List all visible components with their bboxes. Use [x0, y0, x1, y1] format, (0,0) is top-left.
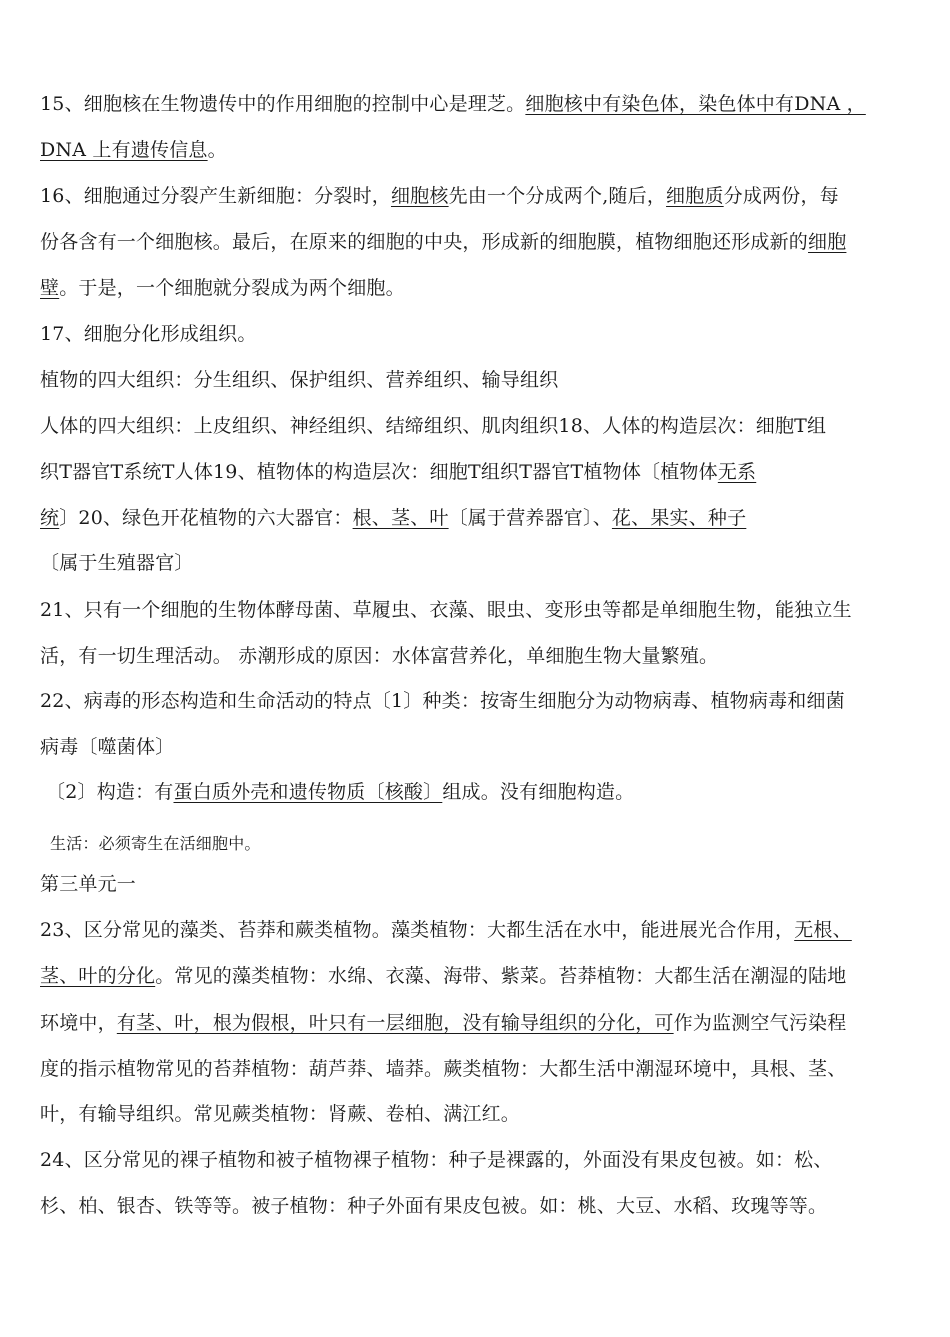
text-line	[40, 689, 920, 713]
text-segment: 先由一个分成两个,随后，	[448, 185, 667, 207]
text-line	[40, 138, 920, 162]
text-segment: 〕20、绿色开花植物的六大器官：	[59, 507, 353, 529]
text-segment: 。常见的藻类植物：水绵、衣藻、海带、紫菜。苔莽植物：大都生活在潮湿的陆地	[155, 965, 847, 987]
text-line	[50, 832, 930, 856]
text-segment: 叶，有输导组织。常见蕨类植物：肾蕨、卷柏、满江红。	[40, 1103, 521, 1125]
text-segment: 活，有一切生理活动。 赤潮形成的原因：水体富营养化，单细胞生物大量繁殖。	[40, 645, 719, 667]
underlined-answer: 细胞质	[666, 185, 724, 207]
underlined-answer: 无系	[717, 461, 757, 483]
text-segment: 第三单元一	[40, 873, 137, 895]
text-segment: 17、细胞分化形成组织。	[40, 323, 257, 345]
text-segment: 15、细胞核在生物遗传中的作用细胞的控制中心是理芝。	[40, 93, 526, 115]
underlined-answer: 花、果实、种子	[611, 507, 747, 529]
text-segment: 作为监测空气污染程	[673, 1012, 847, 1034]
text-line	[40, 92, 920, 116]
underlined-answer: 壁	[40, 277, 60, 299]
underlined-answer: DNA 上有遗传信息	[40, 139, 208, 161]
text-line	[40, 230, 920, 254]
text-segment: 环境中，	[40, 1012, 117, 1034]
text-line	[40, 460, 920, 484]
text-segment: 21、只有一个细胞的生物体酵母菌、草履虫、衣藻、眼虫、变形虫等都是单细胞生物，能独立生	[40, 599, 852, 621]
text-segment: 组成。没有细胞构造。	[442, 781, 635, 803]
text-segment: 份各含有一个细胞核。最后，在原来的细胞的中央，形成新的细胞膜，植物细胞还形成新的	[40, 231, 809, 253]
text-line	[40, 184, 920, 208]
text-line	[40, 598, 920, 622]
text-segment: 织T器官T系统T人体19、植物体的构造层次：细胞T组织T器官T植物体〔植物体	[40, 461, 718, 483]
text-line	[40, 551, 920, 575]
text-line	[40, 1148, 920, 1172]
text-segment: 人体的四大组织：上皮组织、神经组织、结缔组织、肌肉组织18、人体的构造层次：细胞T组	[40, 415, 827, 437]
text-segment: 杉、柏、银杏、铁等等。被子植物：种子外面有果皮包被。如：桃、大豆、水稻、玫瑰等等。	[40, 1195, 828, 1217]
text-segment: 24、区分常见的裸子植物和被子植物裸子植物：种子是裸露的，外面没有果皮包被。如：松、	[40, 1149, 833, 1171]
text-line	[46, 780, 926, 804]
text-line	[40, 918, 920, 942]
text-segment: 23、区分常见的藻类、苔莽和蕨类植物。藻类植物：大都生活在水中，能进展光合作用，	[40, 919, 795, 941]
text-segment: 分成两份，每	[723, 185, 839, 207]
text-line	[40, 276, 920, 300]
text-line	[40, 1102, 920, 1126]
text-line	[40, 1057, 920, 1081]
section-heading	[40, 872, 920, 896]
text-segment: 16、细胞通过分裂产生新细胞：分裂时，	[40, 185, 391, 207]
text-line	[40, 368, 920, 392]
text-segment: 生活：必须寄生在活细胞中。	[50, 834, 261, 853]
text-segment: 。	[207, 139, 227, 161]
underlined-answer: 根、茎、叶	[352, 507, 449, 529]
underlined-answer: 细胞核中有染色体，染色体中有DNA ，	[525, 93, 866, 115]
text-line	[40, 414, 920, 438]
text-segment: 。于是，一个细胞就分裂成为两个细胞。	[59, 277, 405, 299]
text-segment: 植物的四大组织：分生组织、保护组织、营养组织、输导组织	[40, 369, 559, 391]
underlined-answer: 无根、	[794, 919, 852, 941]
text-line	[40, 964, 920, 988]
text-line	[40, 1194, 920, 1218]
text-segment: 22、病毒的形态构造和生命活动的特点〔1〕种类：按寄生细胞分为动物病毒、植物病毒和细菌	[40, 690, 845, 712]
text-segment: 〔属于营养器官〕、	[448, 507, 612, 529]
underlined-answer: 有茎、叶，根为假根，叶只有一层细胞，没有输导组织的分化，可	[116, 1012, 674, 1034]
underlined-answer: 细胞	[808, 231, 847, 253]
text-line	[40, 735, 920, 759]
text-line	[40, 644, 920, 668]
text-line	[40, 1011, 920, 1035]
underlined-answer: 统	[40, 507, 60, 529]
text-line	[40, 322, 920, 346]
underlined-answer: 蛋白质外壳和遗传物质〔核酸〕	[173, 781, 443, 803]
underlined-answer: 细胞核	[390, 185, 449, 207]
underlined-answer: 茎、叶的分化	[40, 965, 156, 987]
text-segment: 〔属于生殖器官〕	[40, 552, 194, 574]
text-segment: 度的指示植物常见的苔莽植物：葫芦莽、墙莽。蕨类植物：大都生活中潮湿环境中，具根、茎、	[40, 1058, 847, 1080]
text-segment: 〔2〕构造：有	[46, 781, 174, 803]
text-line	[40, 506, 920, 530]
text-segment: 病毒〔噬菌体〕	[40, 736, 175, 758]
